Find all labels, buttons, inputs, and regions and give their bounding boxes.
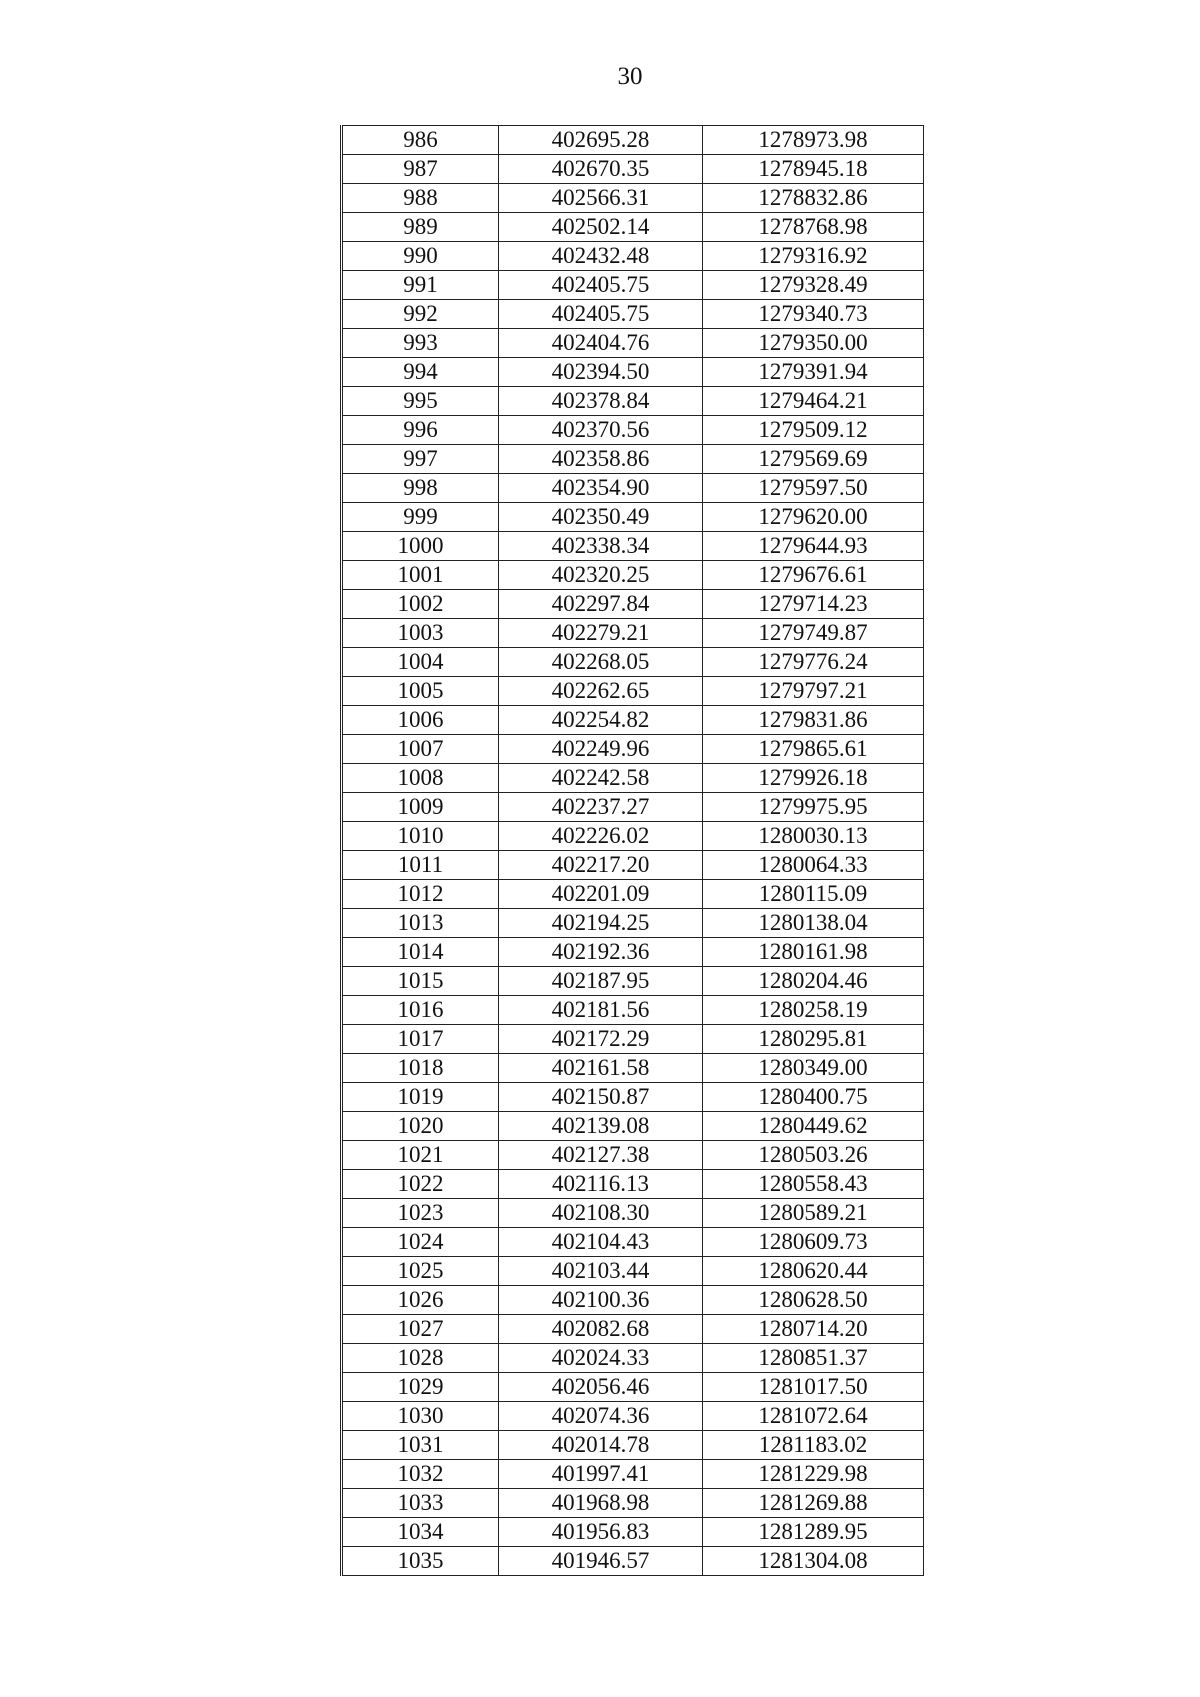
y-coordinate-cell: 1280609.73 [703,1228,924,1257]
point-number-cell: 990 [342,242,499,271]
point-number-cell: 1035 [342,1547,499,1576]
x-coordinate-cell: 402249.96 [499,735,703,764]
x-coordinate-cell: 402139.08 [499,1112,703,1141]
x-coordinate-cell: 402378.84 [499,387,703,416]
x-coordinate-cell: 402192.36 [499,938,703,967]
x-coordinate-cell: 402262.65 [499,677,703,706]
table-row [342,532,924,561]
x-coordinate-cell: 402254.82 [499,706,703,735]
table-row [342,271,924,300]
point-number-cell: 1019 [342,1083,499,1112]
point-number-cell: 1022 [342,1170,499,1199]
point-number-cell: 1017 [342,1025,499,1054]
y-coordinate-cell: 1280258.19 [703,996,924,1025]
y-coordinate-cell: 1281289.95 [703,1518,924,1547]
y-coordinate-cell: 1280030.13 [703,822,924,851]
point-number-cell: 988 [342,184,499,213]
y-coordinate-cell: 1280503.26 [703,1141,924,1170]
table-row [342,996,924,1025]
table-row [342,1402,924,1431]
table-row [342,1141,924,1170]
y-coordinate-cell: 1280714.20 [703,1315,924,1344]
y-coordinate-cell: 1279749.87 [703,619,924,648]
table-row [342,1489,924,1518]
point-number-cell: 1011 [342,851,499,880]
x-coordinate-cell: 402104.43 [499,1228,703,1257]
table-row [342,764,924,793]
point-number-cell: 987 [342,155,499,184]
table-row [342,938,924,967]
x-coordinate-cell: 402695.28 [499,126,703,155]
x-coordinate-cell: 402670.35 [499,155,703,184]
coordinates-table [340,125,924,1576]
table-row [342,648,924,677]
point-number-cell: 993 [342,329,499,358]
x-coordinate-cell: 402405.75 [499,300,703,329]
point-number-cell: 1023 [342,1199,499,1228]
x-coordinate-cell: 402394.50 [499,358,703,387]
x-coordinate-cell: 402161.58 [499,1054,703,1083]
y-coordinate-cell: 1280628.50 [703,1286,924,1315]
point-number-cell: 1008 [342,764,499,793]
table-row [342,561,924,590]
point-number-cell: 992 [342,300,499,329]
point-number-cell: 1027 [342,1315,499,1344]
y-coordinate-cell: 1280558.43 [703,1170,924,1199]
table-row [342,735,924,764]
table-row [342,184,924,213]
x-coordinate-cell: 402201.09 [499,880,703,909]
point-number-cell: 1018 [342,1054,499,1083]
x-coordinate-cell: 401956.83 [499,1518,703,1547]
y-coordinate-cell: 1280400.75 [703,1083,924,1112]
table-row [342,1460,924,1489]
point-number-cell: 1004 [342,648,499,677]
point-number-cell: 1015 [342,967,499,996]
table-row [342,1025,924,1054]
point-number-cell: 1024 [342,1228,499,1257]
table-row [342,1112,924,1141]
table-body [342,126,924,1576]
x-coordinate-cell: 401946.57 [499,1547,703,1576]
table-row [342,474,924,503]
point-number-cell: 1026 [342,1286,499,1315]
table-row [342,1286,924,1315]
x-coordinate-cell: 402338.34 [499,532,703,561]
table-row [342,155,924,184]
y-coordinate-cell: 1279797.21 [703,677,924,706]
x-coordinate-cell: 402358.86 [499,445,703,474]
table-row [342,1547,924,1576]
x-coordinate-cell: 402405.75 [499,271,703,300]
y-coordinate-cell: 1279464.21 [703,387,924,416]
y-coordinate-cell: 1279776.24 [703,648,924,677]
x-coordinate-cell: 402103.44 [499,1257,703,1286]
table-row [342,851,924,880]
x-coordinate-cell: 402014.78 [499,1431,703,1460]
point-number-cell: 1002 [342,590,499,619]
y-coordinate-cell: 1280161.98 [703,938,924,967]
x-coordinate-cell: 401968.98 [499,1489,703,1518]
table-row [342,1344,924,1373]
x-coordinate-cell: 402370.56 [499,416,703,445]
point-number-cell: 1020 [342,1112,499,1141]
y-coordinate-cell: 1279340.73 [703,300,924,329]
point-number-cell: 1034 [342,1518,499,1547]
point-number-cell: 1016 [342,996,499,1025]
y-coordinate-cell: 1279350.00 [703,329,924,358]
point-number-cell: 995 [342,387,499,416]
point-number-cell: 1021 [342,1141,499,1170]
table-row [342,822,924,851]
table-row [342,1257,924,1286]
x-coordinate-cell: 402226.02 [499,822,703,851]
y-coordinate-cell: 1279975.95 [703,793,924,822]
y-coordinate-cell: 1280449.62 [703,1112,924,1141]
table-row [342,1054,924,1083]
point-number-cell: 991 [342,271,499,300]
y-coordinate-cell: 1280064.33 [703,851,924,880]
x-coordinate-cell: 401997.41 [499,1460,703,1489]
table-row [342,880,924,909]
x-coordinate-cell: 402187.95 [499,967,703,996]
table-row [342,1373,924,1402]
y-coordinate-cell: 1279865.61 [703,735,924,764]
table-row [342,1315,924,1344]
table-row [342,677,924,706]
y-coordinate-cell: 1280204.46 [703,967,924,996]
point-number-cell: 1025 [342,1257,499,1286]
point-number-cell: 1001 [342,561,499,590]
x-coordinate-cell: 402172.29 [499,1025,703,1054]
x-coordinate-cell: 402116.13 [499,1170,703,1199]
point-number-cell: 1010 [342,822,499,851]
table-row [342,967,924,996]
table-row [342,300,924,329]
point-number-cell: 1030 [342,1402,499,1431]
y-coordinate-cell: 1280589.21 [703,1199,924,1228]
point-number-cell: 996 [342,416,499,445]
x-coordinate-cell: 402320.25 [499,561,703,590]
table-row [342,909,924,938]
point-number-cell: 1029 [342,1373,499,1402]
x-coordinate-cell: 402237.27 [499,793,703,822]
point-number-cell: 1031 [342,1431,499,1460]
point-number-cell: 1032 [342,1460,499,1489]
x-coordinate-cell: 402127.38 [499,1141,703,1170]
y-coordinate-cell: 1278945.18 [703,155,924,184]
point-number-cell: 989 [342,213,499,242]
table-row [342,590,924,619]
table-row [342,1518,924,1547]
x-coordinate-cell: 402242.58 [499,764,703,793]
point-number-cell: 997 [342,445,499,474]
table-row [342,213,924,242]
table-row [342,1170,924,1199]
table-row [342,329,924,358]
table-row [342,445,924,474]
point-number-cell: 1028 [342,1344,499,1373]
x-coordinate-cell: 402082.68 [499,1315,703,1344]
x-coordinate-cell: 402354.90 [499,474,703,503]
x-coordinate-cell: 402217.20 [499,851,703,880]
y-coordinate-cell: 1281229.98 [703,1460,924,1489]
point-number-cell: 1007 [342,735,499,764]
table-row [342,1199,924,1228]
x-coordinate-cell: 402150.87 [499,1083,703,1112]
point-number-cell: 999 [342,503,499,532]
y-coordinate-cell: 1279714.23 [703,590,924,619]
x-coordinate-cell: 402194.25 [499,909,703,938]
point-number-cell: 1014 [342,938,499,967]
x-coordinate-cell: 402268.05 [499,648,703,677]
point-number-cell: 1006 [342,706,499,735]
point-number-cell: 1003 [342,619,499,648]
y-coordinate-cell: 1278973.98 [703,126,924,155]
y-coordinate-cell: 1279509.12 [703,416,924,445]
y-coordinate-cell: 1280349.00 [703,1054,924,1083]
y-coordinate-cell: 1279644.93 [703,532,924,561]
y-coordinate-cell: 1279620.00 [703,503,924,532]
x-coordinate-cell: 402432.48 [499,242,703,271]
y-coordinate-cell: 1281072.64 [703,1402,924,1431]
table-row [342,126,924,155]
y-coordinate-cell: 1280295.81 [703,1025,924,1054]
table-row [342,358,924,387]
point-number-cell: 1000 [342,532,499,561]
table-row [342,503,924,532]
x-coordinate-cell: 402350.49 [499,503,703,532]
page-number: 30 [617,63,643,90]
x-coordinate-cell: 402279.21 [499,619,703,648]
y-coordinate-cell: 1280115.09 [703,880,924,909]
point-number-cell: 986 [342,126,499,155]
point-number-cell: 1033 [342,1489,499,1518]
y-coordinate-cell: 1279569.69 [703,445,924,474]
y-coordinate-cell: 1278832.86 [703,184,924,213]
y-coordinate-cell: 1280620.44 [703,1257,924,1286]
table-row [342,1228,924,1257]
table-row [342,1083,924,1112]
table-row [342,706,924,735]
x-coordinate-cell: 402404.76 [499,329,703,358]
x-coordinate-cell: 402024.33 [499,1344,703,1373]
x-coordinate-cell: 402502.14 [499,213,703,242]
table-row [342,242,924,271]
y-coordinate-cell: 1279676.61 [703,561,924,590]
table-row [342,793,924,822]
y-coordinate-cell: 1279597.50 [703,474,924,503]
table-row [342,1431,924,1460]
x-coordinate-cell: 402074.36 [499,1402,703,1431]
point-number-cell: 1009 [342,793,499,822]
point-number-cell: 1005 [342,677,499,706]
x-coordinate-cell: 402056.46 [499,1373,703,1402]
y-coordinate-cell: 1280851.37 [703,1344,924,1373]
y-coordinate-cell: 1278768.98 [703,213,924,242]
point-number-cell: 994 [342,358,499,387]
y-coordinate-cell: 1281017.50 [703,1373,924,1402]
y-coordinate-cell: 1281183.02 [703,1431,924,1460]
y-coordinate-cell: 1280138.04 [703,909,924,938]
point-number-cell: 1012 [342,880,499,909]
x-coordinate-cell: 402566.31 [499,184,703,213]
y-coordinate-cell: 1279328.49 [703,271,924,300]
x-coordinate-cell: 402108.30 [499,1199,703,1228]
y-coordinate-cell: 1279316.92 [703,242,924,271]
x-coordinate-cell: 402100.36 [499,1286,703,1315]
x-coordinate-cell: 402297.84 [499,590,703,619]
y-coordinate-cell: 1279391.94 [703,358,924,387]
table-row [342,416,924,445]
y-coordinate-cell: 1279831.86 [703,706,924,735]
y-coordinate-cell: 1281269.88 [703,1489,924,1518]
y-coordinate-cell: 1281304.08 [703,1547,924,1576]
y-coordinate-cell: 1279926.18 [703,764,924,793]
table-row [342,619,924,648]
point-number-cell: 1013 [342,909,499,938]
point-number-cell: 998 [342,474,499,503]
x-coordinate-cell: 402181.56 [499,996,703,1025]
table-row [342,387,924,416]
